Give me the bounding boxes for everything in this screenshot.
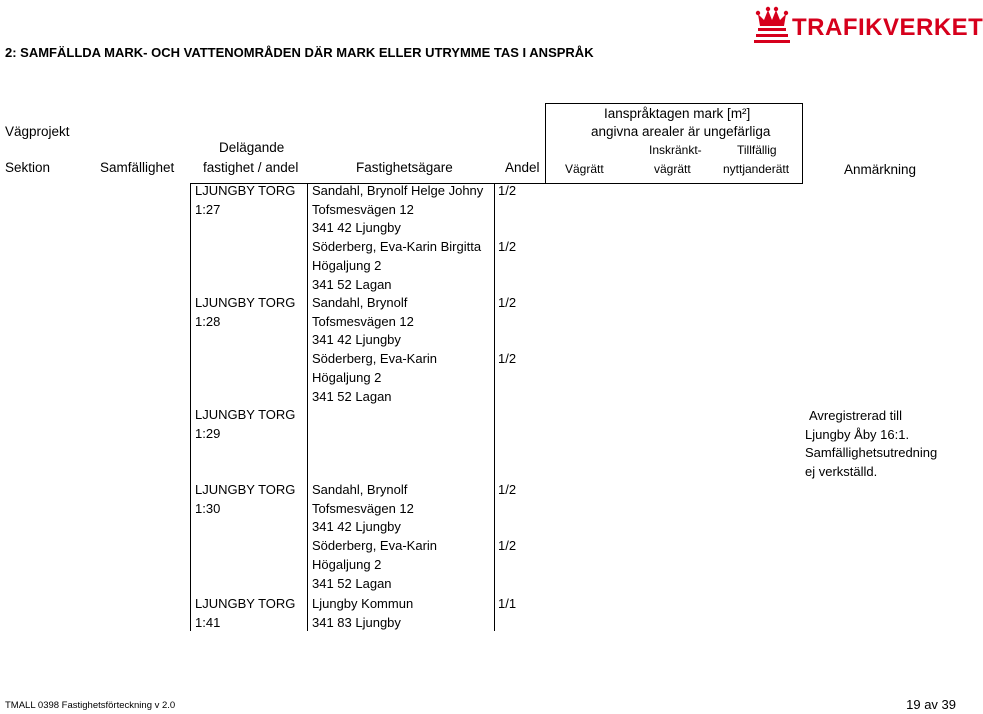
owner-name: Söderberg, Eva-Karin Birgitta xyxy=(312,239,482,255)
owner-street: Högaljung 2 xyxy=(312,257,382,273)
owner-name: Ljungby Kommun xyxy=(312,596,414,611)
owner-postal: 341 83 Ljungby xyxy=(312,614,401,630)
owner-street: Högaljung 2 xyxy=(312,369,382,385)
body-owner-border xyxy=(307,183,308,631)
owner-andel: 1/2 xyxy=(498,239,517,254)
table-row-fastighet xyxy=(195,182,295,219)
col-ianspraktagen-1: Ianspråktagen mark [m²] xyxy=(604,106,751,121)
col-inskrankt-1: Inskränkt- xyxy=(649,143,702,157)
body-left-border xyxy=(190,183,191,631)
owner-postal: 341 52 Lagan xyxy=(312,388,392,404)
col-tillfallig-2: nyttjanderätt xyxy=(723,162,790,176)
note-line: Ljungby Åby 16:1. xyxy=(805,426,910,442)
col-tillfallig-1: Tillfällig xyxy=(737,143,777,157)
col-samfallighet: Samfällighet xyxy=(100,160,175,175)
owner-postal: 341 52 Lagan xyxy=(312,276,392,292)
owner-entry xyxy=(312,595,413,632)
owner-street: Högaljung 2 xyxy=(312,556,382,572)
owner-andel: 1/1 xyxy=(498,596,517,611)
owner-entry xyxy=(312,182,483,294)
footer-template: TMALL 0398 Fastighetsförteckning v 2.0 xyxy=(5,700,176,711)
fastighet-name: LJUNGBY TORG xyxy=(195,183,296,198)
body-andel-right-border xyxy=(494,183,495,631)
table-row-fastighet xyxy=(195,294,295,331)
fastighet-name: LJUNGBY TORG xyxy=(195,482,296,497)
fastighet-number: 1:30 xyxy=(195,500,221,516)
owner-andel: 1/2 xyxy=(498,538,517,553)
owner-postal: 341 52 Lagan xyxy=(312,575,392,591)
note-line: Avregistrerad till xyxy=(809,408,902,423)
fastighet-number: 1:41 xyxy=(195,614,221,630)
col-anmarkning: Anmärkning xyxy=(844,162,917,177)
fastighet-number: 1:29 xyxy=(195,425,221,441)
col-vagratt: Vägrätt xyxy=(565,162,604,176)
col-sektion: Sektion xyxy=(5,160,51,175)
owner-street: Tofsmesvägen 12 xyxy=(312,201,414,217)
table-row-fastighet xyxy=(195,481,295,518)
col-ianspraktagen-2: angivna arealer är ungefärliga xyxy=(591,124,771,139)
owner-andel: 1/2 xyxy=(498,482,517,497)
col-delagande-2: fastighet / andel xyxy=(203,160,299,175)
col-andel: Andel xyxy=(505,160,540,175)
owner-street: Tofsmesvägen 12 xyxy=(312,313,414,329)
logo-wordmark: TRAFIKVERKET xyxy=(792,14,983,41)
col-vagprojekt: Vägprojekt xyxy=(5,124,70,139)
ianspraktagen-left-border xyxy=(545,103,546,183)
anmarkning-note xyxy=(805,407,937,482)
page-number: 19 av 39 xyxy=(906,697,956,712)
note-line: Samfällighetsutredning xyxy=(805,445,938,461)
fastighet-number: 1:27 xyxy=(195,201,221,217)
col-inskrankt-2: vägrätt xyxy=(654,162,691,176)
owner-name: Söderberg, Eva-Karin xyxy=(312,538,438,554)
note-line: ej verkställd. xyxy=(805,464,878,480)
owner-postal: 341 42 Ljungby xyxy=(312,220,401,236)
owner-name: Sandahl, Brynolf xyxy=(312,482,408,497)
ianspraktagen-right-border xyxy=(802,103,803,183)
owner-postal: 341 42 Ljungby xyxy=(312,332,401,348)
owner-name: Sandahl, Brynolf Helge Johny xyxy=(312,183,484,198)
fastighet-name: LJUNGBY TORG xyxy=(195,596,296,611)
owner-name: Sandahl, Brynolf xyxy=(312,295,408,310)
fastighet-number: 1:28 xyxy=(195,313,221,329)
fastighet-name: LJUNGBY TORG xyxy=(195,407,296,422)
page-title: 2: SAMFÄLLDA MARK- OCH VATTENOMRÅDEN DÄR MARK ELLER UTRYMME TAS I ANSPRÅK xyxy=(5,45,594,60)
owner-postal: 341 42 Ljungby xyxy=(312,519,401,535)
owner-andel: 1/2 xyxy=(498,295,517,310)
owner-street: Tofsmesvägen 12 xyxy=(312,500,414,516)
owner-andel: 1/2 xyxy=(498,183,517,198)
owner-entry xyxy=(312,481,437,593)
owner-andel: 1/2 xyxy=(498,351,517,366)
crown-emblem-icon xyxy=(752,4,792,46)
col-fastighetsagare: Fastighetsägare xyxy=(356,160,453,175)
col-delagande-1: Delägande xyxy=(219,140,285,155)
fastighet-name: LJUNGBY TORG xyxy=(195,295,296,310)
table-row-fastighet xyxy=(195,595,295,632)
owner-entry xyxy=(312,294,437,406)
owner-name: Söderberg, Eva-Karin xyxy=(312,351,438,367)
table-row-fastighet xyxy=(195,406,295,443)
ianspraktagen-top-border xyxy=(545,103,803,104)
trafikverket-logo xyxy=(752,4,983,46)
